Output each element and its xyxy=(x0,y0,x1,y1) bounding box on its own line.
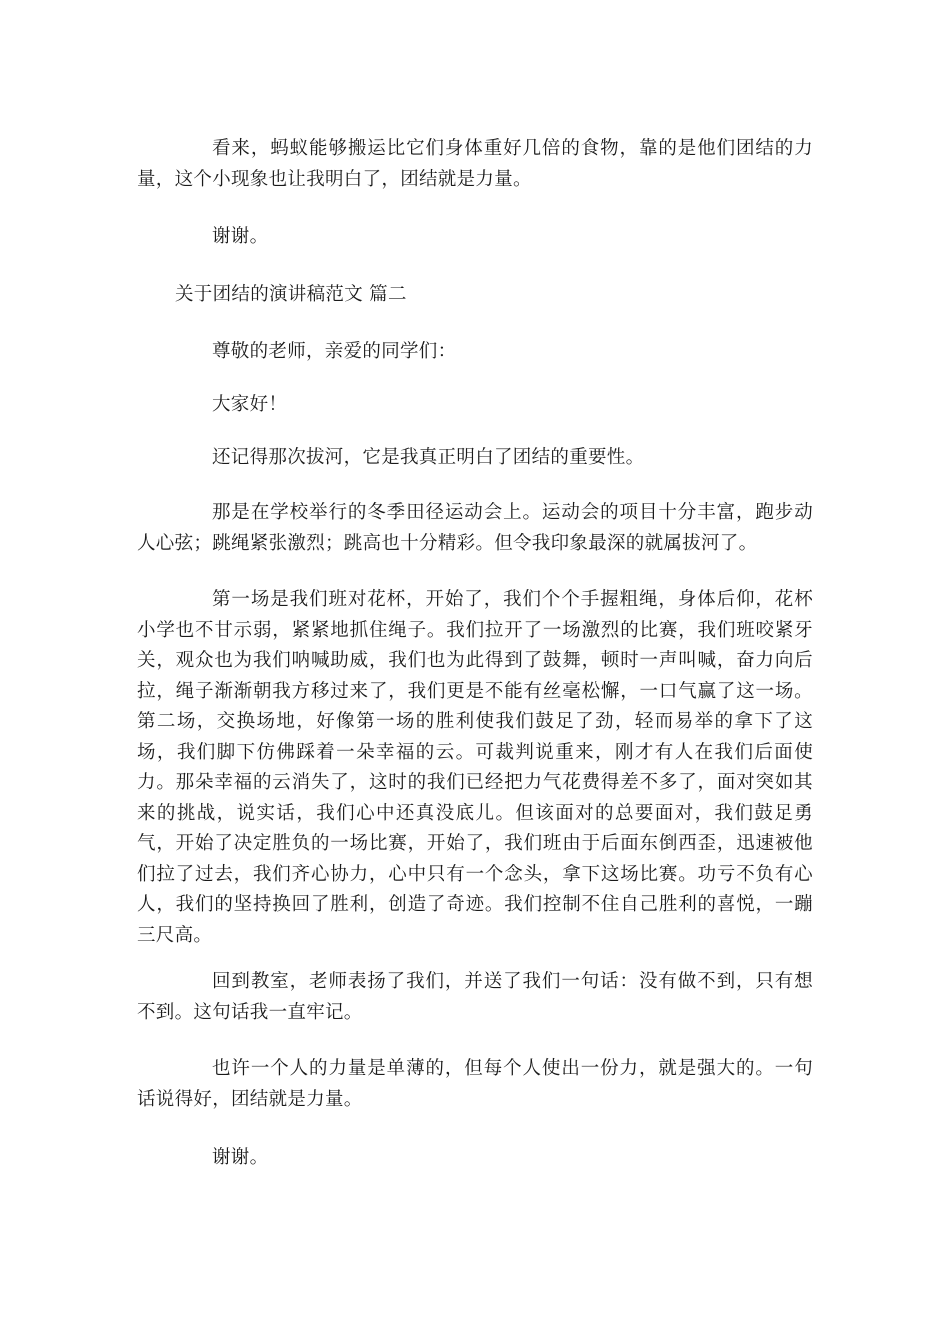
paragraph-greeting: 尊敬的老师，亲爱的同学们： xyxy=(212,341,457,362)
section-heading: 关于团结的演讲稿范文 篇二 xyxy=(175,284,407,305)
paragraph-hello: 大家好！ xyxy=(212,394,288,415)
paragraph-thanks-2: 谢谢。 xyxy=(212,1147,269,1168)
paragraph-thanks-1: 谢谢。 xyxy=(212,226,269,247)
paragraph-recall: 还记得那次拔河，它是我真正明白了团结的重要性。 xyxy=(212,447,645,468)
paragraph-classroom: 回到教室，老师表扬了我们，并送了我们一句话：没有做不到，只有想不到。这句话我一直牢记。 xyxy=(137,971,813,1023)
paragraph-strength: 也许一个人的力量是单薄的，但每个人使出一份力，就是强大的。一句话说得好，团结就是力量。 xyxy=(137,1058,813,1110)
paragraph-tug-of-war: 第一场是我们班对花杯，开始了，我们个个手握粗绳，身体后仰，花杯小学也不甘示弱，紧紧地抓住绳子。我们拉开了一场激烈的比赛，我们班咬紧牙关，观众也为我们呐喊助威，我们也为此得到了鼓舞，顿时一声叫喊，奋力向后拉，绳子渐渐朝我方移过来了，我们更是不能有丝毫松懈，一口气赢了这一场。第二场，交换场地，好像第一场的胜利使我们鼓足了劲，轻而易举的拿下了这场，我们脚下仿佛踩着一朵幸福的云。可裁判说重来，刚才有人在我们后面使力。那朵幸福的云消失了，这时的我们已经把力气花费得差不多了，面对突如其来的挑战，说实话，我们心中还真没底儿。但该面对的总要面对，我们鼓足勇气，开始了决定胜负的一场比赛，开始了，我们班由于后面东倒西歪，迅速被他们拉了过去，我们齐心协力，心中只有一个念头，拿下这场比赛。功亏不负有心人，我们的坚持换回了胜利，创造了奇迹。我们控制不住自己胜利的喜悦，一蹦三尺高。 xyxy=(137,589,813,946)
paragraph-ant-conclusion: 看来，蚂蚁能够搬运比它们身体重好几倍的食物，靠的是他们团结的力量，这个小现象也让我明白了，团结就是力量。 xyxy=(137,138,813,190)
paragraph-sports-meet: 那是在学校举行的冬季田径运动会上。运动会的项目十分丰富，跑步动人心弦；跳绳紧张激烈；跳高也十分精彩。但令我印象最深的就属拔河了。 xyxy=(137,502,813,554)
